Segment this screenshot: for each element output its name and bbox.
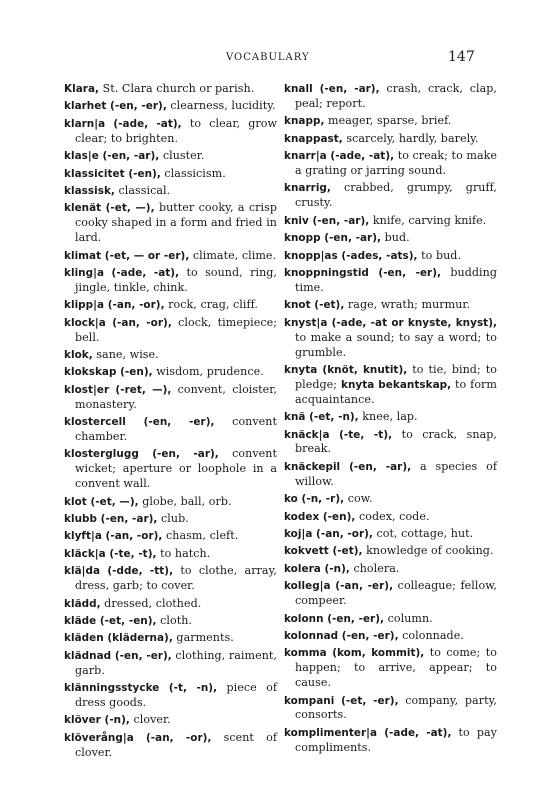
headword: klas|e (-en, -ar), xyxy=(64,150,160,163)
vocabulary-entry xyxy=(284,132,497,147)
vocabulary-entry xyxy=(64,681,277,711)
vocabulary-entry xyxy=(64,631,277,646)
definition: rage, wrath; murmur. xyxy=(344,298,471,312)
headword: klädd, xyxy=(64,597,101,610)
definition: to make a sound; to say a word; to grumble. xyxy=(295,330,497,359)
headword: knoppningstid (-en, -er), xyxy=(284,266,442,279)
vocabulary-entry xyxy=(284,114,497,129)
definition: cot, cottage, hut. xyxy=(372,526,474,540)
vocabulary-entry xyxy=(64,149,277,164)
vocabulary-entry xyxy=(284,629,497,644)
definition: rock, crag, cliff. xyxy=(164,298,258,312)
definition: classical. xyxy=(114,183,171,197)
definition: to tie, bind; to pledge; xyxy=(295,362,497,391)
vocabulary-entry xyxy=(284,460,497,490)
definition: meager, sparse, brief. xyxy=(324,114,452,128)
headword: Klara, xyxy=(64,83,100,95)
definition: a species of willow. xyxy=(295,459,497,488)
vocabulary-entry xyxy=(64,298,277,313)
vocabulary-entry xyxy=(64,348,277,363)
headword: kokvett (-et), xyxy=(284,545,363,558)
vocabulary-entry xyxy=(64,649,277,679)
definition: to bud. xyxy=(417,248,462,262)
definition: crash, crack, clap, peal; report. xyxy=(295,82,498,110)
headword: klimat (-et, — or -er), xyxy=(64,249,190,262)
vocabulary-entry xyxy=(284,527,497,542)
definition: globe, ball, orb. xyxy=(138,494,232,508)
definition: codex, code. xyxy=(355,509,430,523)
headword: komma (kom, kommit), xyxy=(284,647,425,660)
headword: kläck|a (-te, -t), xyxy=(64,547,157,560)
vocabulary-entry xyxy=(284,694,497,724)
headword: knopp|as (-ades, -ats), xyxy=(284,249,418,262)
headword: klarhet (-en, -er), xyxy=(64,100,167,113)
headword: kniv (-en, -ar), xyxy=(284,214,370,227)
vocabulary-entry xyxy=(284,149,497,179)
vocabulary-entry xyxy=(64,99,277,114)
headword: knyst|a (-ade, -at or knyste, knyst), xyxy=(284,316,497,329)
headword: klostercell (-en, -er), xyxy=(64,416,215,429)
headword: knopp (-en, -ar), xyxy=(284,232,382,245)
vocabulary-entry xyxy=(64,512,277,527)
vocabulary-entry xyxy=(284,410,497,425)
vocabulary-entry xyxy=(284,181,497,211)
headword: kläde (-et, -en), xyxy=(64,615,157,627)
page-number: 147 xyxy=(448,49,475,65)
headword: klost|er (-ret, —), xyxy=(64,383,172,396)
headword: knäckepil (-en, -ar), xyxy=(284,460,412,473)
definition: knowledge of cooking. xyxy=(362,544,494,558)
headword: klädnad (-en, -er), xyxy=(64,649,172,662)
headword: klot (-et, —), xyxy=(64,495,139,508)
vocabulary-entry xyxy=(284,510,497,525)
vocabulary-entry xyxy=(284,231,497,246)
headword: klä|da (-dde, -tt), xyxy=(64,565,174,578)
vocabulary-entry xyxy=(64,529,277,544)
vocabulary-entry xyxy=(284,428,497,458)
vocabulary-entry xyxy=(64,495,277,510)
definition: cluster. xyxy=(159,149,205,163)
headword: koj|a (-an, -or), xyxy=(284,527,373,540)
vocabulary-entry xyxy=(64,167,277,182)
vocabulary-entry xyxy=(64,564,277,594)
definition: convent wicket; aperture or loophole in a convent wall. xyxy=(75,447,277,491)
headword: klassisk, xyxy=(64,184,115,197)
definition: scent of clover. xyxy=(75,730,277,759)
headword: klassicitet (-en), xyxy=(64,167,161,180)
definition: to come; to happen; to arrive, appear; to cause. xyxy=(295,646,497,690)
vocabulary-entry xyxy=(64,614,277,629)
vocabulary-entry xyxy=(64,82,277,97)
definition: sane, wise. xyxy=(92,348,159,361)
definition: to clothe, array, dress, garb; to cover. xyxy=(75,564,277,593)
vocabulary-entry xyxy=(64,713,277,728)
vocabulary-entry xyxy=(284,266,497,296)
headword: klok, xyxy=(64,349,93,361)
definition: piece of dress goods. xyxy=(75,681,277,710)
vocabulary-entry xyxy=(284,726,497,756)
vocabulary-entry xyxy=(284,82,497,112)
headword: knapp, xyxy=(284,115,325,128)
vocabulary-entry xyxy=(64,547,277,562)
headword: knappast, xyxy=(284,132,343,145)
vocabulary-entry xyxy=(284,214,497,229)
vocabulary-entry xyxy=(284,316,497,361)
definition: to crack, snap, break. xyxy=(295,427,497,456)
definition: budding time. xyxy=(295,265,497,294)
headword: klarn|a (-ade, -at), xyxy=(64,117,182,130)
definition: classicism. xyxy=(160,166,226,180)
definition: colonnade. xyxy=(398,628,464,642)
vocabulary-entry xyxy=(284,298,497,313)
definition: to hatch. xyxy=(156,546,211,560)
headword: knall (-en, -ar), xyxy=(284,83,380,95)
headword: kling|a (-ade, -at), xyxy=(64,266,180,279)
definition: convent chamber. xyxy=(75,415,278,444)
headword: klosterglugg (-en, -ar), xyxy=(64,448,219,461)
vocabulary-entry xyxy=(64,184,277,199)
headword: kodex (-en), xyxy=(284,510,356,523)
vocabulary-entry xyxy=(64,117,277,147)
definition: chasm, cleft. xyxy=(162,529,239,543)
headword: knot (-et), xyxy=(284,299,345,312)
vocabulary-entry xyxy=(284,646,497,691)
headword: knyta bekantskap, xyxy=(340,378,452,391)
headword: klipp|a (-an, -or), xyxy=(64,299,165,312)
vocabulary-entry xyxy=(64,597,277,612)
headword: knyta (knöt, knutit), xyxy=(284,363,408,376)
headword: kolleg|a (-an, -er), xyxy=(284,580,394,593)
definition: cloth. xyxy=(156,614,192,627)
definition: clover. xyxy=(129,713,171,727)
definition: clearness, lucidity. xyxy=(166,99,276,113)
headword: kolera (-n), xyxy=(284,562,350,575)
vocabulary-entry xyxy=(64,731,277,761)
vocabulary-entry xyxy=(284,363,497,408)
headword: klöver (-n), xyxy=(64,714,130,727)
headword: klenät (-et, —), xyxy=(64,202,155,215)
headword: kläden (kläderna), xyxy=(64,632,173,645)
definition: colleague; fellow, compeer. xyxy=(295,579,497,608)
headword: knarrig, xyxy=(284,182,331,195)
definition: company, party, consorts. xyxy=(295,693,497,722)
headword: knä (-et, -n), xyxy=(284,411,359,424)
definition: clothing, raiment, garb. xyxy=(75,648,277,677)
vocabulary-entry xyxy=(284,249,497,264)
definition: club. xyxy=(157,512,189,526)
definition: column. xyxy=(384,611,433,625)
definition: to clear, grow clear; to brighten. xyxy=(75,116,277,145)
headword: klänningsstycke (-t, -n), xyxy=(64,682,218,695)
vocabulary-entry xyxy=(64,266,277,296)
definition: knife, carving knife. xyxy=(369,213,487,227)
definition: wisdom, prudence. xyxy=(152,365,264,379)
headword: ko (-n, -r), xyxy=(284,493,345,506)
vocabulary-entry xyxy=(64,365,277,380)
vocabulary-entry xyxy=(284,562,497,577)
vocabulary-entry xyxy=(64,201,277,246)
definition: garments. xyxy=(172,631,234,645)
headword: klock|a (-an, -or), xyxy=(64,316,172,329)
definition: to form acquaintance. xyxy=(295,377,497,406)
definition: bud. xyxy=(381,231,410,245)
vocabulary-entry xyxy=(284,544,497,559)
right-column xyxy=(284,82,497,758)
vocabulary-entry xyxy=(64,316,277,346)
vocabulary-entry xyxy=(284,612,497,627)
headword: kolonn (-en, -er), xyxy=(284,612,385,625)
left-column xyxy=(64,82,277,763)
headword: komplimenter|a (-ade, -at), xyxy=(284,726,452,739)
definition: scarcely, hardly, barely. xyxy=(342,131,479,145)
vocabulary-entry xyxy=(284,579,497,609)
definition: crabbed, grumpy, gruff, crusty. xyxy=(295,181,497,210)
headword: klubb (-en, -ar), xyxy=(64,513,158,526)
definition: cow. xyxy=(344,492,373,506)
running-head xyxy=(0,49,541,68)
headword: klöverång|a (-an, -or), xyxy=(64,731,212,744)
definition: to creak; to make a grating or jarring sound. xyxy=(295,149,498,178)
vocabulary-entry xyxy=(64,383,277,413)
headword: knäck|a (-te, -t), xyxy=(284,428,393,441)
vocabulary-entry xyxy=(64,447,277,492)
definition: knee, lap. xyxy=(358,410,418,424)
vocabulary-entry xyxy=(284,492,497,507)
definition: dressed, clothed. xyxy=(100,596,202,610)
headword: klokskap (-en), xyxy=(64,366,153,379)
vocabulary-entry xyxy=(64,249,277,264)
definition: St. Clara church or parish. xyxy=(99,82,255,95)
definition: cholera. xyxy=(349,561,400,575)
headword: kolonnad (-en, -er), xyxy=(284,629,399,642)
definition: to sound, ring, jingle, tinkle, chink. xyxy=(75,265,278,294)
headword: klyft|a (-an, -or), xyxy=(64,530,163,543)
definition: to pay compliments. xyxy=(295,725,497,754)
running-title: VOCABULARY xyxy=(226,52,310,63)
definition: climate, clime. xyxy=(189,248,277,262)
vocabulary-entry xyxy=(64,415,277,445)
headword: kompani (-et, -er), xyxy=(284,694,399,707)
definition: clock, timepiece; bell. xyxy=(75,315,277,344)
headword: knarr|a (-ade, -at), xyxy=(284,150,395,163)
definition: butter cooky, a crisp cooky shaped in a form and fried in lard. xyxy=(75,201,277,245)
definition: convent, cloister, monastery. xyxy=(75,382,277,411)
